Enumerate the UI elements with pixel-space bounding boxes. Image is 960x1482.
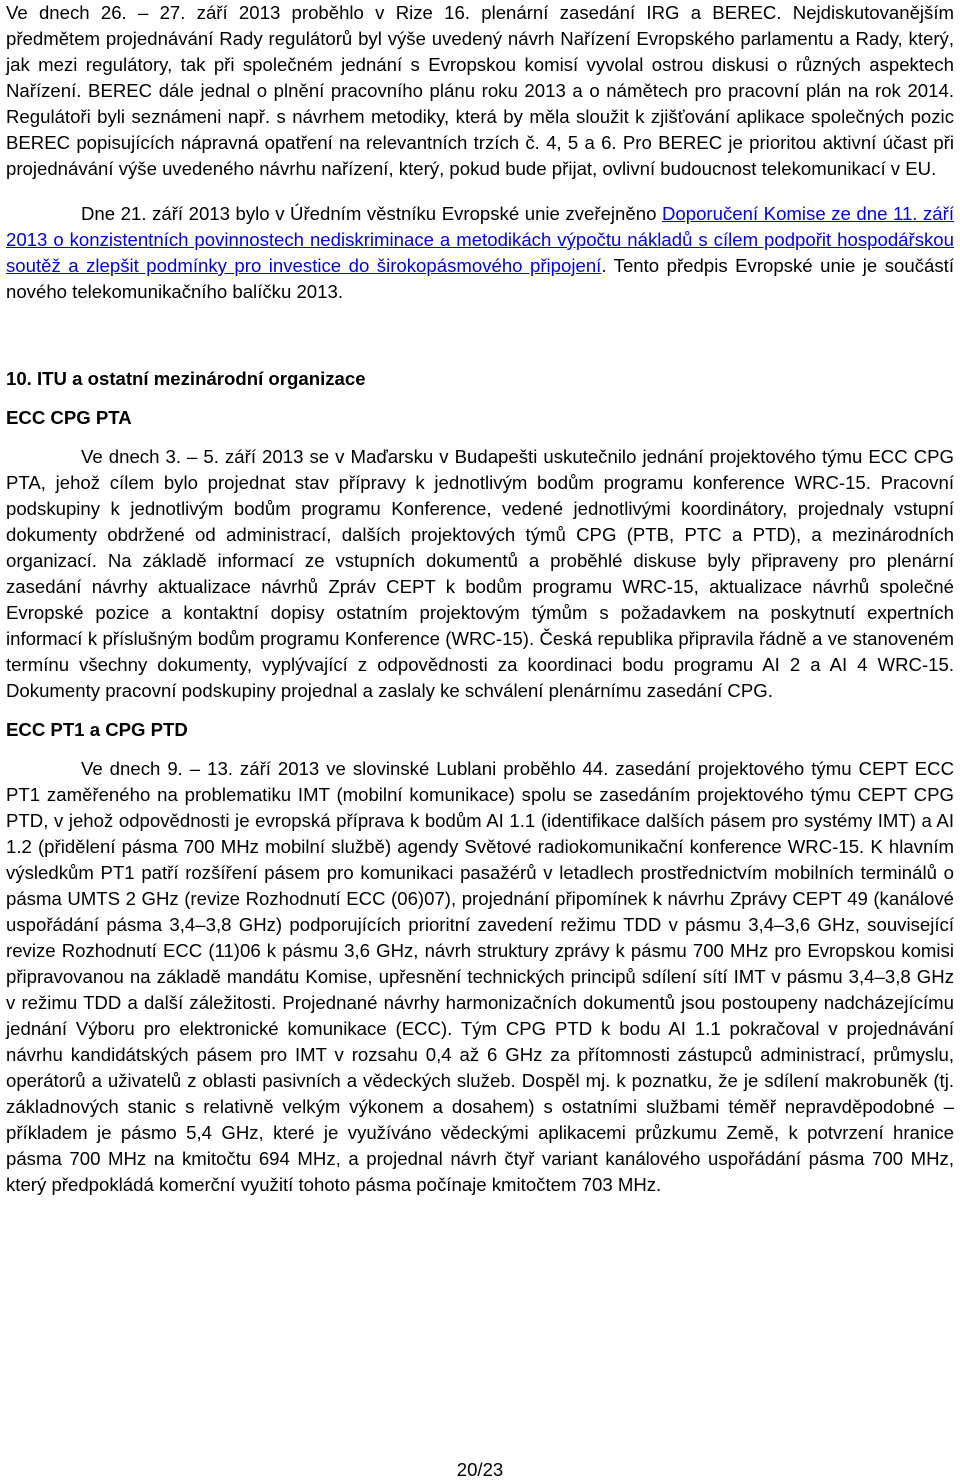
paragraph-recommendation (6, 201, 954, 305)
page-number: 20/23 (456, 1459, 504, 1480)
paragraph-recommendation-text: Dne 21. září 2013 bylo v Úředním věstníku Evropské unie zveřejněno (81, 203, 662, 224)
paragraph-pt1: Ve dnech 9. – 13. září 2013 ve slovinské Lublani proběhlo 44. zasedání projektového týmu CEPT ECC PT1 zaměřeného na problematiku IMT (mobilní komunikace) spolu se zasedáním projektového týmu CEPT CPG PTD, v jehož odpovědnosti je evropská příprava k bodům AI 1.1 (identifikace dalších pásem pro systémy IMT) a AI 1.2 (přidělení pásma 700 MHz mobilní službě) agendy Světové radiokomunikační konference WRC-15. K hlavním výsledkům PT1 patří rozšíření pásem pro komunikaci pasažérů v letadlech prostřednictvím mobilních terminálů o pásma UMTS 2 GHz (revize Rozhodnutí ECC (06)07), projednání připomínek k návrhu Zprávy CEPT 49 (kanálové uspořádání pásma 3,4–3,8 GHz) podporujících prioritní zavedení režimu TDD v pásmu 3,4–3,6 GHz, související revize Rozhodnutí ECC (11)06 k pásmu 3,6 GHz, návrh struktury zprávy k pásmu 700 MHz pro Evropskou komisi připravovanou na základě mandátu Komise, upřesnění technických principů sdílení sítí IMT v pásmu 3,4–3,8 GHz v režimu TDD a další záležitosti. Projednané návrhy harmonizačních dokumentů jsou postoupeny nadcházejícímu jednání Výboru pro elektronické komunikace (ECC). Tým CPG PTD k bodu AI 1.1 pokračoval v projednávání návrhu kandidátských pásem pro IMT v rozsahu 0,4 až 6 GHz za přítomnosti zástupců administrací, průmyslu, operátorů a uživatelů z oblasti pasivních a vědeckých služeb. Dospěl mj. k poznatku, že je sdílení makrobuněk (tj. základnových stanic s relativně velkým výkonem a dosahem) s ostatními službami téměř nepravděpodobné – příkladem je pásmo 5,4 GHz, které je využíváno vědeckými aplikacemi průzkumu Země, k potvrzení hranice pásma 700 MHz na kmitočtu 694 MHz, a projednal návrh čtyř variant kanálového uspořádání pásma 700 MHz, který předpokládá komerční využití tohoto pásma počínaje kmitočtem 703 MHz. (6, 758, 954, 1195)
document-page (6, 0, 954, 1198)
recommendation-link[interactable]: Doporučení Komise ze dne 11. září 2013 o konzistentních povinnostech nediskriminace a metodikách výpočtu nákladů s cílem podpořit hospodářskou soutěž a zlepšit podmínky pro investice do širokopásmového připojení (6, 203, 954, 276)
paragraph-recommendation-tail: . Tento předpis Evropské unie je součástí nového telekomunikačního balíčku 2013. (6, 255, 954, 302)
paragraph-berec: Ve dnech 26. – 27. září 2013 proběhlo v Rize 16. plenární zasedání IRG a BEREC. Nejdiskutovanějším předmětem projednávání Rady regulátorů byl výše uvedený návrh Nařízení Evropského parlamentu a Rady, který, jak mezi regulátory, tak při společném jednání s Evropskou komisí vyvolal ostrou diskusi o různých aspektech Nařízení. BEREC dále jednal o plnění pracovního plánu roku 2013 a o námětech pro pracovní plán na rok 2014. Regulátoři byli seznámeni např. s návrhem metodiky, která by měla sloužit k zjišťování aplikace společných pozic BEREC popisujících nápravná opatření na relevantních trzích č. 4, 5 a 6. Pro BEREC je prioritou aktivní účast při projednávání výše uvedeného návrhu nařízení, který, pokud bude přijat, ovlivní budoucnost telekomunikací v EU. (6, 2, 954, 179)
subheading-ecc-cpg-pta: ECC CPG PTA (6, 407, 132, 428)
paragraph-cpg-pta: Ve dnech 3. – 5. září 2013 se v Maďarsku v Budapešti uskutečnilo jednání projektového týmu ECC CPG PTA, jehož cílem bylo projednat stav přípravy k jednotlivým bodům programu konference WRC-15. Pracovní podskupiny k jednotlivým bodům programu Konference, vedené jednotlivými koordinátory, projednaly vstupní dokumenty obdržené od administrací, dalších projektových týmů CPG (PTB, PTC a PTD), a mezinárodních organizací. Na základě informací ze vstupních dokumentů a proběhlé diskuse byly připraveny pro plenární zasedání návrhy aktualizace návrhů Zpráv CEPT k bodům programu WRC-15, aktualizace návrhů společné Evropské pozice a kontaktní dopisy ostatním projektovým týmům s požadavkem na poskytnutí expertních informací k příslušným bodům programu Konference (WRC-15). Česká republika připravila řádně a ve stanoveném termínu všechny dokumenty, vyplývající z odpovědnosti za koordinaci bodu programu AI 2 a AI 4 WRC-15. Dokumenty pracovní podskupiny projednal a zaslaly ke schválení plenárnímu zasedání CPG. (6, 446, 954, 701)
subheading-ecc-pt1: ECC PT1 a CPG PTD (6, 719, 188, 740)
section-heading-10: 10. ITU a ostatní mezinárodní organizace (6, 368, 366, 389)
